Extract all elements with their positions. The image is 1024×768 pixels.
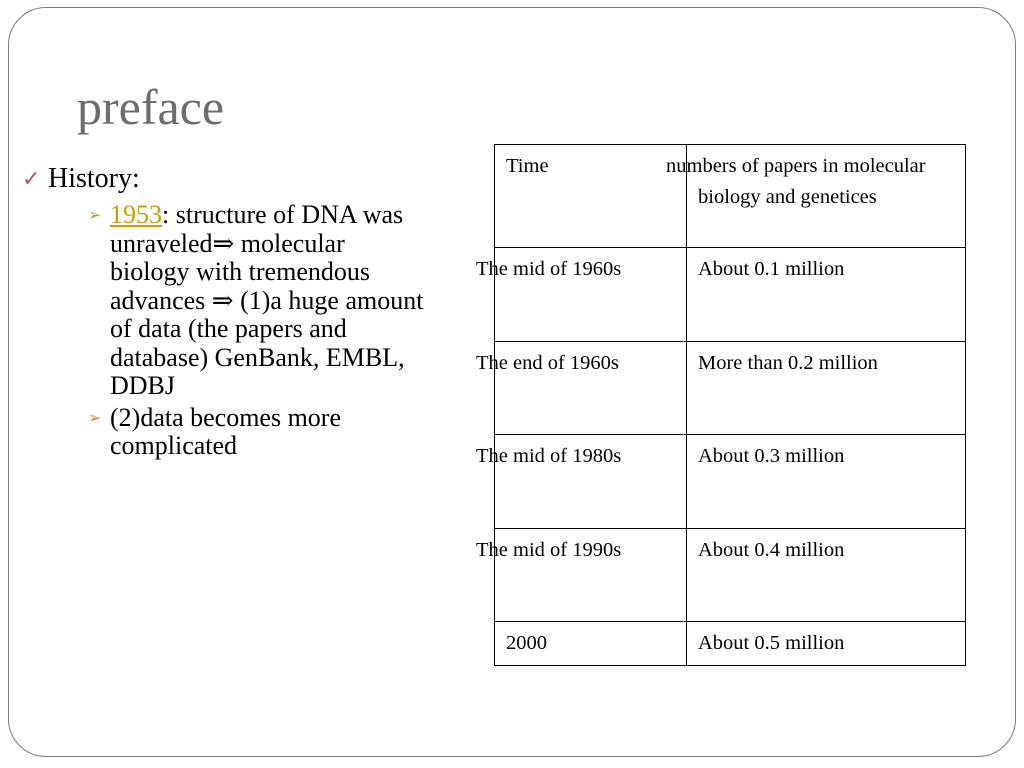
bullet-history: [22, 163, 140, 195]
sub-bullet-body: : structure of DNA was unraveled⇒ molecular biology with tremendous advances ⇒ (1)a huge amount of data (the papers and database) GenBank, EMBL, DDBJ: [110, 200, 424, 400]
header-cell-time: Time: [495, 145, 687, 248]
sub-bullet-item: [88, 200, 428, 401]
year-link[interactable]: 1953: [110, 200, 162, 229]
table-row: [495, 622, 966, 666]
arrow-bullet-icon: ➢: [88, 409, 102, 427]
sub-bullet-item: [88, 403, 428, 461]
table-cell-papers: About 0.3 million: [687, 435, 966, 529]
table-row: [495, 342, 966, 435]
table-cell-time: The mid of 1960s: [495, 248, 687, 342]
table-cell-time: The mid of 1990s: [495, 529, 687, 622]
table-row: [495, 529, 966, 622]
sub-bullet-text: (2)data becomes more complicated: [110, 402, 342, 460]
table-cell-papers: About 0.1 million: [687, 248, 966, 342]
table-header-row: [495, 145, 966, 248]
table-row: [495, 248, 966, 342]
papers-table: [476, 144, 966, 666]
bullet-history-label: History:: [48, 163, 140, 194]
sub-bullet-list: [88, 200, 428, 463]
sub-bullet-text: [110, 201, 428, 401]
check-icon: ✓: [22, 166, 41, 191]
table-cell-time: 2000: [495, 622, 687, 666]
table-cell-time: The end of 1960s: [495, 342, 687, 435]
table-cell-time: The mid of 1980s: [495, 435, 687, 529]
slide-title: preface: [77, 79, 225, 135]
table-cell-papers: About 0.4 million: [687, 529, 966, 622]
table-cell-papers: About 0.5 million: [687, 622, 966, 666]
table-row: [495, 435, 966, 529]
arrow-bullet-icon: ➢: [88, 207, 102, 224]
table-cell-papers: More than 0.2 million: [687, 342, 966, 435]
header-cell-papers: numbers of papers in molecular biology and genetices: [687, 145, 966, 248]
